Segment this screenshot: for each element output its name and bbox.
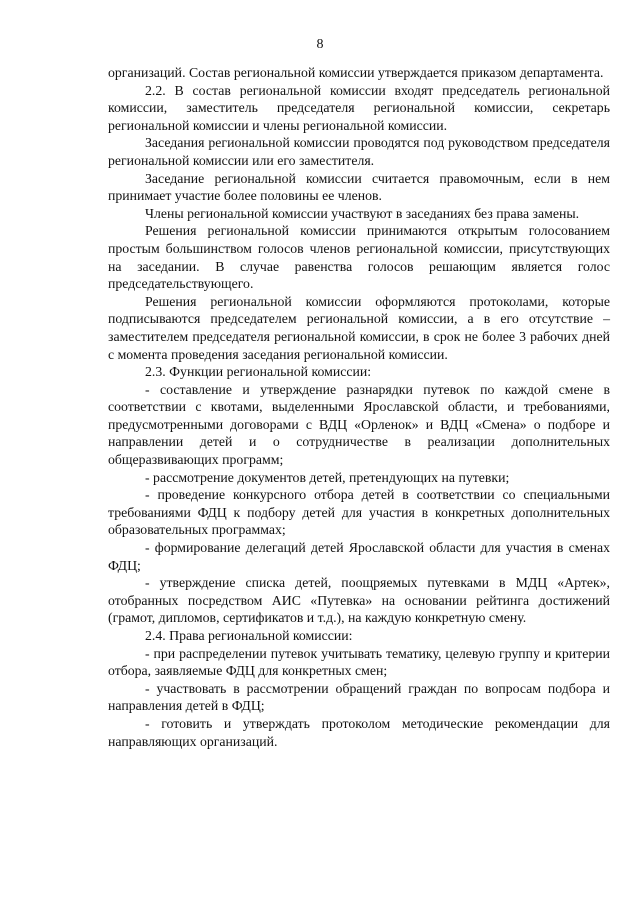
section-heading-2-4: 2.4. Права региональной комиссии: xyxy=(145,628,353,643)
list-item: - проведение конкурсного отбора детей в соответствии со специальными требованиями ФДЦ к подбору детей для участия в конкретных дополнительных образовательных программах; xyxy=(108,487,610,538)
paragraph-section-2-2: 2.2. В состав региональной комиссии входят председатель региональной комиссии, заместитель председателя региональной комиссии, секретарь региональной комиссии и члены региональной комиссии. xyxy=(108,82,610,133)
list-item: - при распределении путевок учитывать тематику, целевую группу и критерии отбора, заявляемые ФДЦ для конкретных смен; xyxy=(108,645,610,679)
list-item: - формирование делегаций детей Ярославской области для участия в сменах ФДЦ; xyxy=(108,540,610,573)
paragraph: Решения региональной комиссии принимаются открытым голосованием простым большинством голосов членов региональной комиссии, присутствующих на заседании. В случае равенства голосов решающим является голос председательствующего. xyxy=(108,223,610,292)
paragraph: Заседание региональной комиссии считается правомочным, если в нем принимает участие более половины ее членов. xyxy=(108,170,610,204)
paragraph-continuation: организаций. Состав региональной комиссии утверждается приказом департамента. xyxy=(108,65,604,80)
paragraph: Решения региональной комиссии оформляются протоколами, которые подписываются председателем региональной комиссии, а в его отсутствие – заместителем председателя региональной комиссии, в срок не более 3 рабочих дней с момента проведения заседания региональной комиссии. xyxy=(108,293,610,362)
list-item: - составление и утверждение разнарядки путевок по каждой смене в соответствии с квотами, выделенными Ярославской области, и требованиями, предусмотренными договорами с ВДЦ «Орленок» и ВДЦ «Смена» о подборе и направлении детей и о сотрудничестве в реализации дополнительных общеразвивающих программ; xyxy=(108,381,610,468)
paragraph: Заседания региональной комиссии проводятся под руководством председателя региональной комиссии или его заместителя. xyxy=(108,135,610,168)
paragraph: Члены региональной комиссии участвуют в заседаниях без права замены. xyxy=(145,205,580,221)
list-item: - участвовать в рассмотрении обращений граждан по вопросам подбора и направления детей в ФДЦ; xyxy=(108,680,610,714)
page-body xyxy=(108,64,610,750)
list-item: - рассмотрение документов детей, претендующих на путевки; xyxy=(145,469,510,485)
section-heading-2-3: 2.3. Функции региональной комиссии: xyxy=(145,364,372,380)
list-item: - утверждение списка детей, поощряемых путевками в МДЦ «Артек», отобранных посредством АИС «Путевка» на основании рейтинга достижений (грамот, дипломов, сертификатов и т.д.), на каждую конкретную смену. xyxy=(108,575,610,626)
list-item: - готовить и утверждать протоколом методические рекомендации для направляющих организаций. xyxy=(108,715,610,749)
page-number: 8 xyxy=(316,37,324,52)
